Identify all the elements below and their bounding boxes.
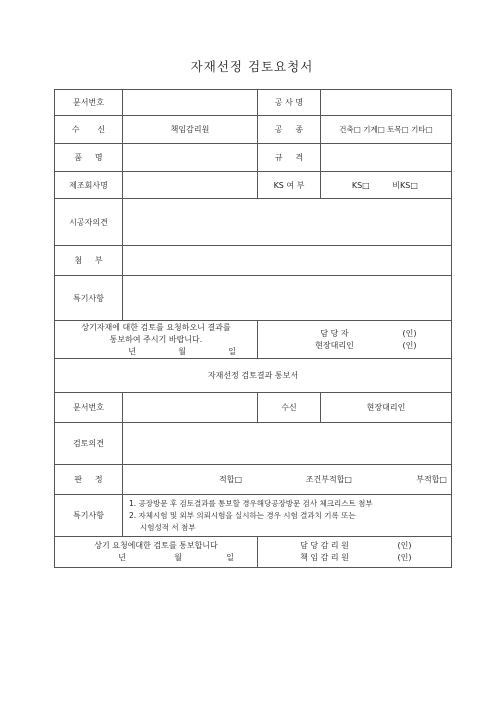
manufacturer-label: 제조회사명 bbox=[55, 172, 123, 199]
result-date-year: 년 bbox=[118, 553, 126, 562]
result-signatures bbox=[258, 537, 452, 568]
result-date-month: 월 bbox=[174, 553, 182, 562]
result-doc-no-label: 문서번호 bbox=[55, 393, 123, 423]
non-ks-checkbox[interactable]: 비KS□ bbox=[392, 180, 418, 190]
spec-label: 규 격 bbox=[258, 144, 321, 172]
contractor-opinion-label: 시공자의견 bbox=[55, 199, 123, 246]
attachment-label: 첨 부 bbox=[55, 246, 123, 276]
judgement-label: 판 정 bbox=[55, 465, 123, 495]
judgement-pass-checkbox[interactable]: 적합□ bbox=[218, 475, 242, 484]
ks-status-label: KS 여 부 bbox=[258, 172, 321, 199]
chief-seal: (인) bbox=[397, 553, 412, 562]
site-agent-label: 현장대리인 bbox=[315, 340, 354, 350]
item-name-field[interactable] bbox=[123, 144, 258, 172]
item-name-label: 품 명 bbox=[55, 144, 123, 172]
result-section-header: 자재선정 검토결과 통보서 bbox=[55, 359, 452, 393]
special-notes-label: 특기사항 bbox=[55, 276, 123, 321]
special-note-2: 2. 자체시험 및 외부 의뢰시험을 실시하는 경우 시험 결과치 기록 또는 bbox=[129, 510, 356, 520]
spec-field[interactable] bbox=[321, 144, 452, 172]
contractor-opinion-field[interactable] bbox=[123, 199, 452, 246]
doc-no-field[interactable] bbox=[123, 90, 258, 116]
result-recipient-label: 수신 bbox=[258, 393, 321, 423]
supervisor-signature-line bbox=[260, 540, 449, 552]
project-name-label: 공 사 명 bbox=[258, 90, 321, 116]
site-agent-signature-line bbox=[260, 340, 449, 352]
document-title: 자재선정 검토요청서 bbox=[190, 59, 314, 74]
special-notes-field[interactable] bbox=[123, 276, 452, 321]
result-notice-text: 상기 요청에대한 검토를 통보합니다 bbox=[94, 541, 218, 550]
request-date-month: 월 bbox=[178, 347, 186, 356]
request-text-line-1: 상기자재에 대한 검토를 요청하오니 결과를 bbox=[81, 323, 231, 332]
result-doc-no-field[interactable] bbox=[123, 393, 258, 423]
request-date-day: 일 bbox=[228, 347, 236, 356]
manager-label: 담 당 자 bbox=[320, 328, 349, 338]
result-recipient-value: 현장대리인 bbox=[321, 393, 452, 423]
special-note-3: 시험성적 서 첨부 bbox=[140, 522, 196, 532]
request-date-year: 년 bbox=[128, 347, 136, 356]
ks-checkbox[interactable]: KS□ bbox=[351, 180, 370, 190]
result-notice-statement bbox=[55, 537, 258, 568]
recipient-value: 책임감리원 bbox=[123, 116, 258, 144]
result-special-notes-label: 특기사항 bbox=[55, 495, 123, 537]
doc-no-label: 문서번호 bbox=[55, 90, 123, 116]
request-text-line-2: 통보하여 주시기 바랍니다. bbox=[109, 335, 203, 344]
supervisor-label: 담 당 감 리 원 bbox=[300, 541, 349, 550]
judgement-conditional-checkbox[interactable]: 조건부적합□ bbox=[305, 475, 352, 484]
result-date-day: 일 bbox=[226, 553, 234, 562]
request-form-table bbox=[54, 89, 452, 568]
trade-checkboxes[interactable]: 건축□ 기계□ 토목□ 기타□ bbox=[321, 116, 452, 144]
review-opinion-label: 검토의견 bbox=[55, 423, 123, 465]
review-opinion-field[interactable] bbox=[123, 423, 452, 465]
manager-seal: (인) bbox=[402, 328, 417, 338]
result-date bbox=[57, 552, 255, 564]
result-special-notes bbox=[123, 495, 452, 537]
project-name-field[interactable] bbox=[321, 90, 452, 116]
chief-signature-line bbox=[260, 552, 449, 564]
manager-signature-line bbox=[260, 328, 449, 340]
supervisor-seal: (인) bbox=[397, 541, 412, 550]
trade-label: 공 종 bbox=[258, 116, 321, 144]
chief-label: 책 임 감 리 원 bbox=[300, 553, 349, 562]
site-agent-seal: (인) bbox=[402, 340, 417, 350]
attachment-field[interactable] bbox=[123, 246, 452, 276]
manufacturer-field[interactable] bbox=[123, 172, 258, 199]
judgement-fail-checkbox[interactable]: 부적합□ bbox=[416, 475, 447, 484]
ks-status-checkboxes[interactable] bbox=[321, 172, 452, 199]
judgement-options[interactable] bbox=[123, 465, 452, 495]
request-signatures bbox=[258, 321, 452, 359]
request-date bbox=[57, 346, 255, 358]
recipient-label: 수 신 bbox=[55, 116, 123, 144]
special-note-1: 1. 공장방문 후 검토결과를 통보할 경우해당공장방문 검사 체크리스트 첨부 bbox=[129, 498, 373, 508]
request-statement bbox=[55, 321, 258, 359]
